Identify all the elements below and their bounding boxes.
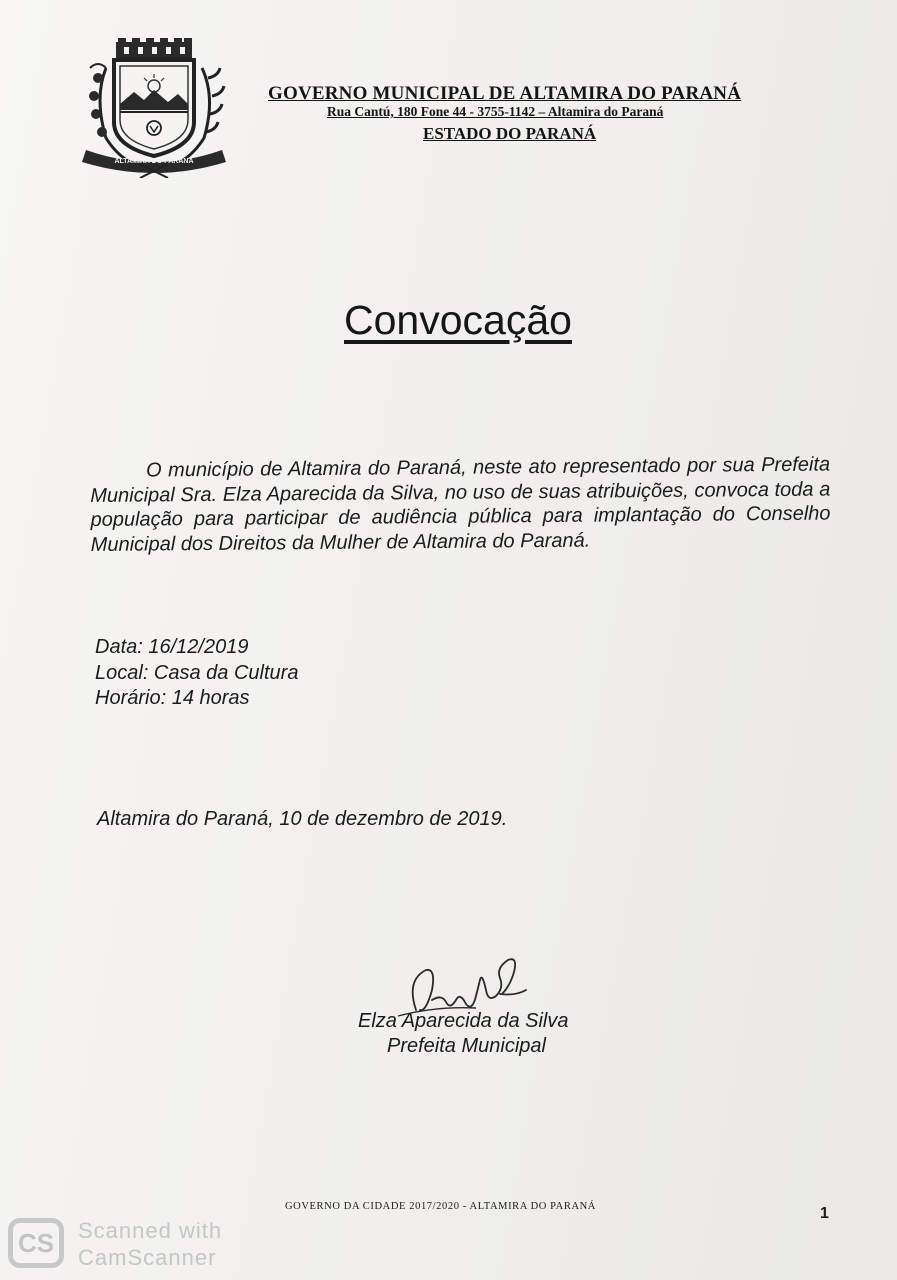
municipal-crest-emblem: [76, 38, 232, 178]
place-and-date: Altamira do Paraná, 10 de dezembro de 2019.: [97, 808, 508, 830]
document-title: Convocação: [344, 297, 572, 343]
event-location: Local: Casa da Cultura: [95, 662, 299, 684]
header-state: ESTADO DO PARANÁ: [423, 124, 597, 143]
header-address: Rua Cantú, 180 Fone 44 - 3755-1142 – Altamira do Paraná: [327, 104, 664, 119]
watermark-line1: Scanned with: [78, 1218, 223, 1243]
header-municipality-title: GOVERNO MUNICIPAL DE ALTAMIRA DO PARANÁ: [268, 83, 742, 104]
signatory-name: Elza Aparecida da Silva: [358, 1010, 569, 1032]
signatory-role: Prefeita Municipal: [387, 1035, 546, 1057]
event-date: Data: 16/12/2019: [95, 636, 249, 658]
page-number: 1: [820, 1205, 829, 1222]
camscanner-logo-icon: CS: [8, 1218, 64, 1268]
watermark-line2: CamScanner: [78, 1245, 217, 1270]
crest-ribbon-text: ALTAMIRA DO PARANÁ: [114, 158, 194, 165]
event-time: Horário: 14 horas: [95, 687, 250, 709]
camscanner-watermark: [8, 1214, 248, 1270]
convocation-body-paragraph: O município de Altamira do Paraná, neste ato representado por sua Prefeita Municipal Sra. Elza Aparecida da Silva, no uso de suas atribuições, convoca toda a população para participar de audiência pública para implantação do Conselho Municipal dos Direitos da Mulher de Altamira do Paraná.: [90, 453, 831, 556]
footer-text: GOVERNO DA CIDADE 2017/2020 - ALTAMIRA DO PARANÁ: [285, 1201, 596, 1212]
